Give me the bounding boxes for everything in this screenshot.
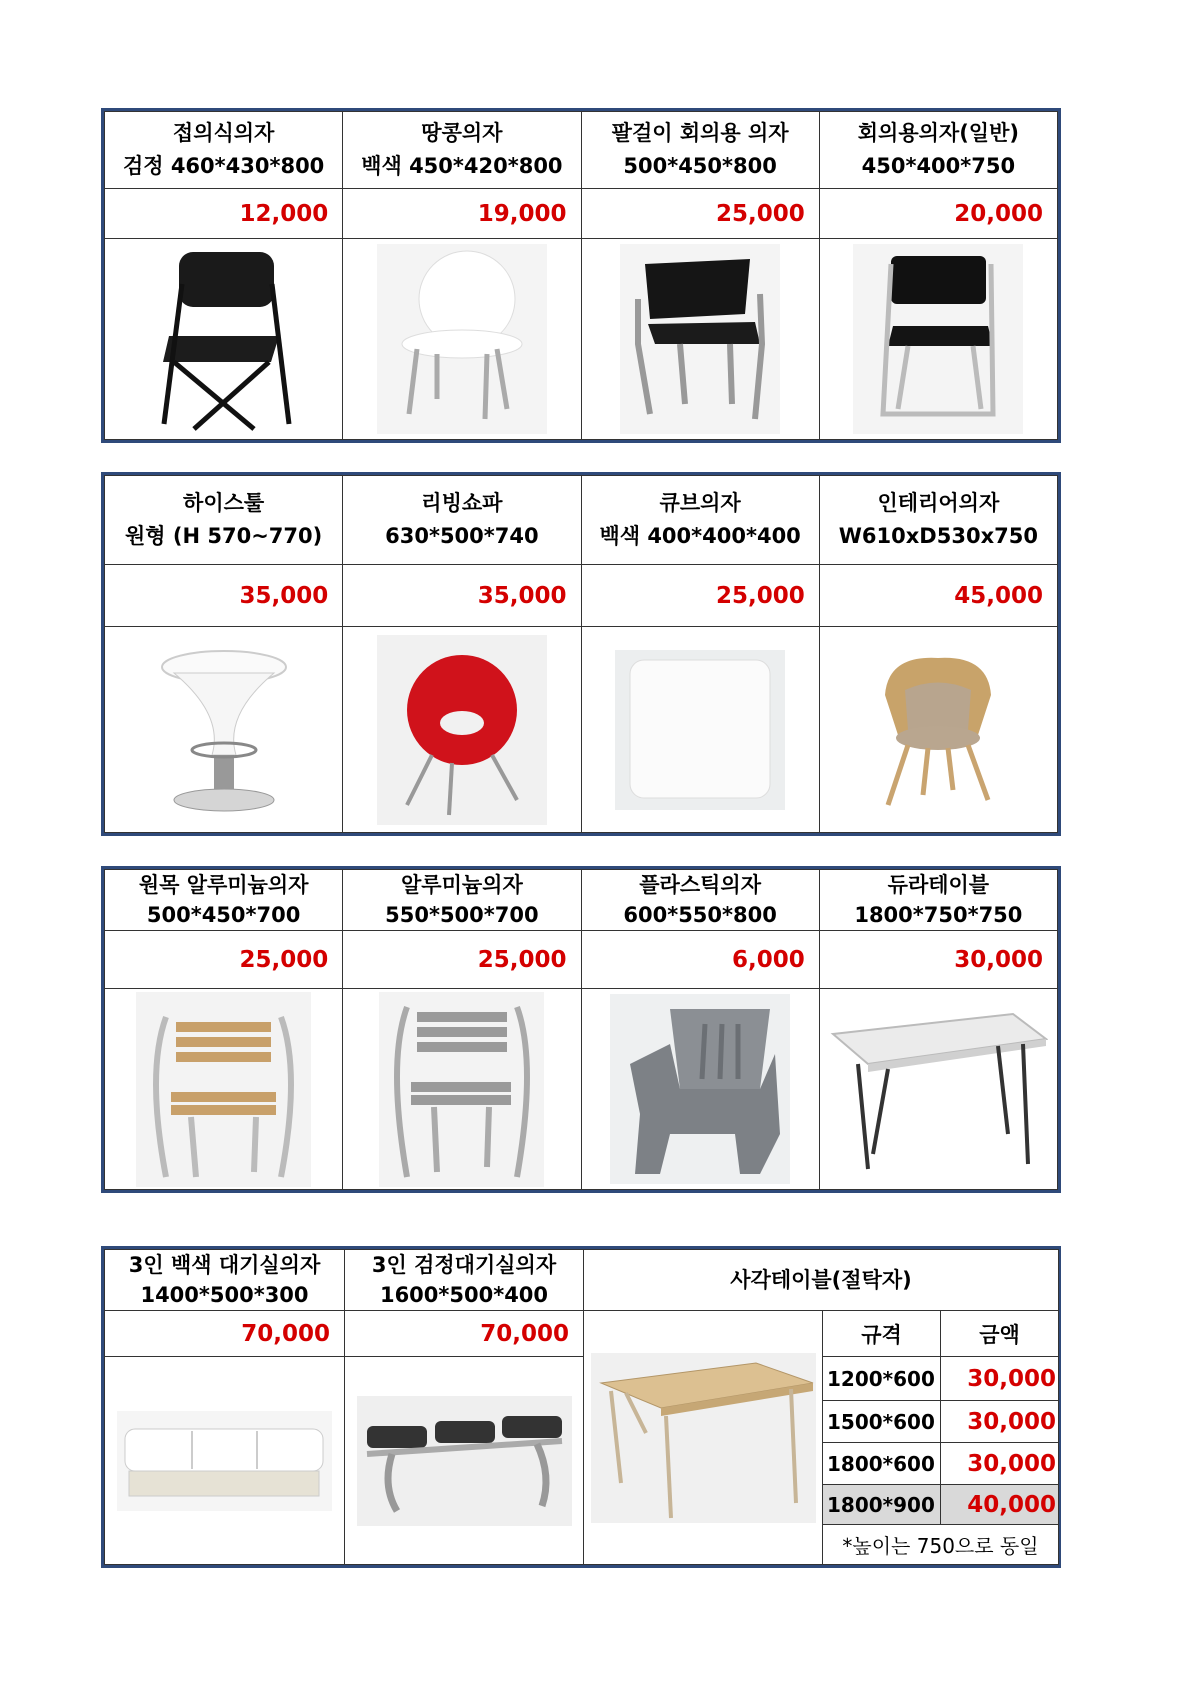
product-price: 45,000: [819, 565, 1057, 627]
product-image-cell: [343, 989, 581, 1190]
meeting-chair-image: [853, 244, 1023, 434]
product-spec: 1600*500*400: [379, 1283, 549, 1307]
product-block-1: [101, 108, 1061, 443]
product-name: 듀라테이블: [887, 873, 990, 897]
dura-table-image: [828, 1004, 1048, 1174]
product-price: 70,000: [105, 1311, 345, 1357]
size-price: 30,000: [941, 1443, 1059, 1485]
product-spec: 백색 450*420*800: [361, 154, 563, 178]
size-spec: 1800*600: [823, 1443, 941, 1485]
size-spec: 1800*900: [823, 1485, 941, 1525]
folding-table-image: [591, 1353, 816, 1523]
product-image-cell: [581, 989, 819, 1190]
size-spec: 1200*600: [823, 1357, 941, 1401]
product-price: 70,000: [345, 1311, 584, 1357]
product-title-cell: [105, 476, 343, 565]
product-name: 팔걸이 회의용 의자: [611, 121, 789, 145]
product-spec: 검정 460*430*800: [122, 154, 325, 178]
folding-chair-image: [149, 244, 299, 434]
product-image-cell: [105, 989, 343, 1190]
white-waiting-bench-image: [117, 1411, 332, 1511]
product-image-cell: [581, 239, 819, 440]
product-spec: 1400*500*300: [140, 1283, 309, 1307]
product-block-4: [101, 1246, 1061, 1568]
product-name: 하이스툴: [183, 491, 265, 515]
wood-aluminum-chair-image: [136, 992, 311, 1187]
product-image-cell: [105, 239, 343, 440]
product-name: 원목 알루미늄의자: [138, 873, 309, 897]
product-price: 6,000: [581, 931, 819, 989]
height-note: *높이는 750으로 동일: [823, 1525, 1059, 1565]
product-title-cell: [581, 112, 819, 189]
product-image-cell: [345, 1357, 584, 1565]
red-sofa-chair-image: [377, 635, 547, 825]
product-title-cell: [345, 1250, 584, 1311]
product-spec: 550*500*700: [385, 903, 539, 927]
aluminum-chair-image: [379, 992, 544, 1187]
spec-column-header: 규격: [823, 1311, 941, 1357]
product-price: 25,000: [343, 931, 581, 989]
product-spec: 630*500*740: [385, 524, 539, 548]
plastic-chair-image: [610, 994, 790, 1184]
high-stool-image: [154, 645, 294, 815]
price-column-header: 금액: [941, 1311, 1059, 1357]
product-spec: W610xD530x750: [838, 524, 1038, 548]
product-spec: 500*450*800: [623, 154, 777, 178]
product-title-cell: [581, 870, 819, 931]
product-image-cell: [581, 627, 819, 833]
product-block-2: [101, 472, 1061, 836]
product-title-cell: [105, 870, 343, 931]
folding-table-title: 사각테이블(절탁자): [584, 1250, 1059, 1311]
product-price: 19,000: [343, 189, 581, 239]
product-image-cell: [343, 627, 581, 833]
size-spec: 1500*600: [823, 1401, 941, 1443]
product-name: 접의식의자: [172, 121, 275, 145]
product-spec: 1800*750*750: [854, 903, 1023, 927]
product-name: 회의용의자(일반): [857, 121, 1019, 145]
product-price: 25,000: [581, 189, 819, 239]
product-name: 리빙쇼파: [421, 491, 503, 515]
product-name: 큐브의자: [659, 491, 741, 515]
size-price: 40,000: [941, 1485, 1059, 1525]
product-spec: 백색 400*400*400: [599, 524, 801, 548]
product-title-cell: [581, 476, 819, 565]
product-spec: 450*400*750: [861, 154, 1016, 178]
product-price: 20,000: [819, 189, 1057, 239]
product-image-cell: [584, 1311, 823, 1565]
armchair-image: [620, 244, 780, 434]
product-price: 25,000: [581, 565, 819, 627]
product-title-cell: [105, 1250, 345, 1311]
product-spec: 원형 (H 570~770): [125, 524, 323, 548]
interior-chair-image: [873, 650, 1003, 810]
product-image-cell: [819, 989, 1057, 1190]
product-title-cell: [819, 476, 1057, 565]
product-name: 인테리어의자: [877, 491, 1000, 515]
product-title-cell: [819, 112, 1057, 189]
size-price: 30,000: [941, 1401, 1059, 1443]
product-spec: 500*450*700: [146, 903, 301, 927]
black-waiting-bench-image: [357, 1396, 572, 1526]
product-name: 플라스틱의자: [639, 873, 761, 897]
product-price: 12,000: [105, 189, 343, 239]
product-title-cell: [343, 476, 581, 565]
product-price: 30,000: [819, 931, 1057, 989]
product-image-cell: [819, 627, 1057, 833]
product-image-cell: [105, 627, 343, 833]
product-title-cell: [343, 870, 581, 931]
product-name: 땅콩의자: [421, 121, 503, 145]
product-image-cell: [105, 1357, 345, 1565]
product-name: 3인 백색 대기실의자: [128, 1253, 321, 1277]
product-name: 알루미늄의자: [401, 873, 523, 897]
product-image-cell: [819, 239, 1057, 440]
product-image-cell: [343, 239, 581, 440]
cube-chair-image: [615, 650, 785, 810]
product-price: 35,000: [105, 565, 343, 627]
product-spec: 600*550*800: [623, 903, 777, 927]
product-price: 25,000: [105, 931, 343, 989]
product-title-cell: [343, 112, 581, 189]
product-price: 35,000: [343, 565, 581, 627]
size-price: 30,000: [941, 1357, 1059, 1401]
peanut-chair-image: [377, 244, 547, 434]
product-title-cell: [819, 870, 1057, 931]
product-block-3: [101, 866, 1061, 1193]
product-title-cell: [105, 112, 343, 189]
product-name: 3인 검정대기실의자: [371, 1253, 557, 1277]
